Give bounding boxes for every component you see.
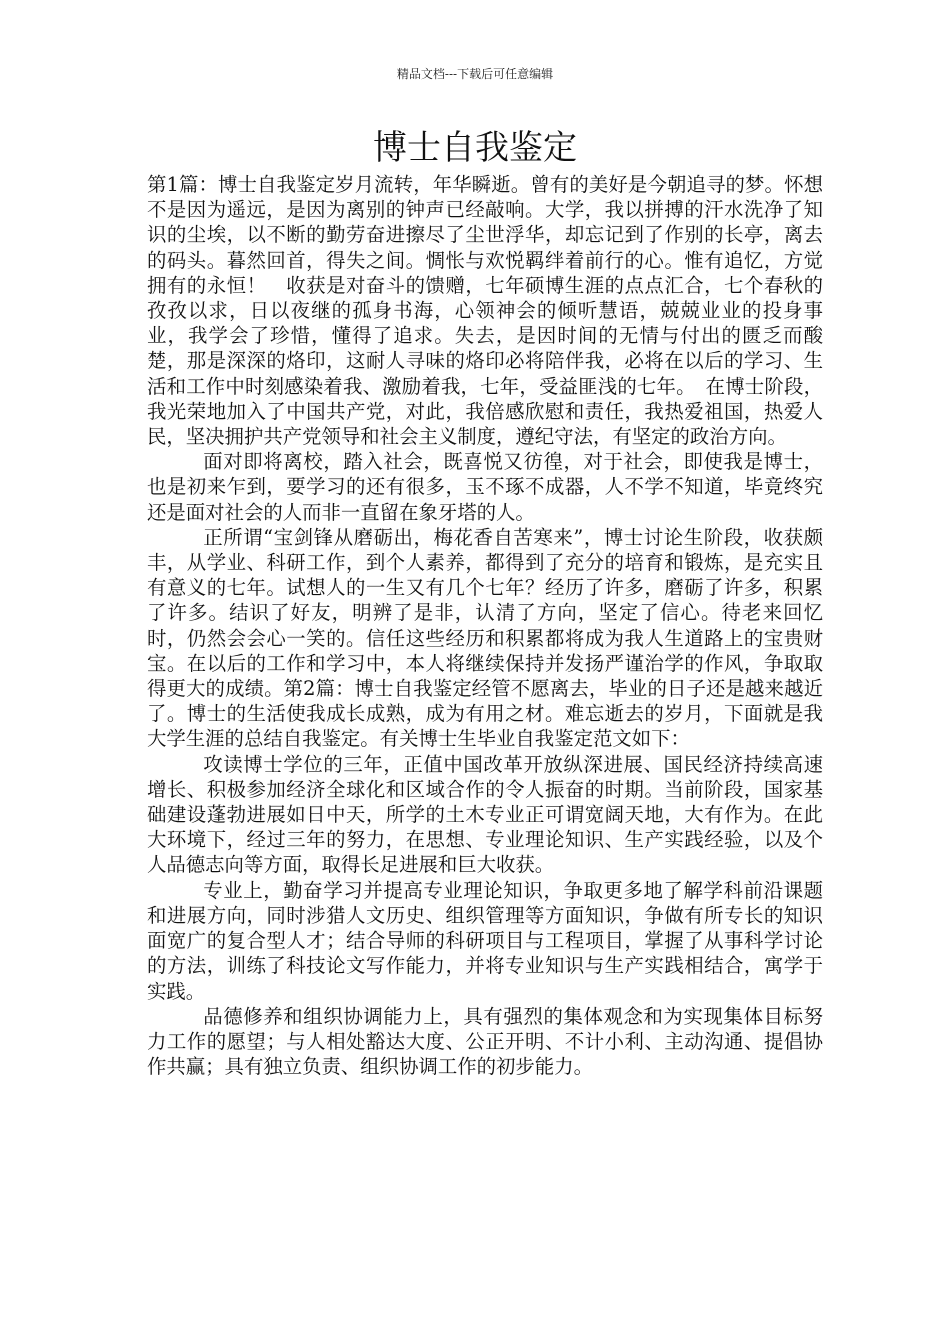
document-title: 博士自我鉴定 [373,128,577,168]
paragraph-1: 第1篇：博士自我鉴定岁月流转，年华瞬逝。曾有的美好是今朝追寻的梦。怀想不是因为遥远，是因为离别的钟声已经敲响。大学，我以拼搏的汗水洗净了知识的尘埃，以不断的勤劳奋进擦尽了尘世浮华，却忘记到了作别的长亭，离去的码头。暮然回首，得失之间。惆怅与欢悦羁绊着前行的心。惟有追忆，方觉拥有的永恒！ 收获是对奋斗的馈赠，七年硕博生涯的点点汇合，七个春秋的孜孜以求，日以夜继的孤身书海，心领神会的倾听慧语，兢兢业业的投身事业，我学会了珍惜，懂得了追求。失去，是因时间的无情与付出的匮乏而酸楚，那是深深的烙印，这耐人寻味的烙印必将陪伴我，必将在以后的学习、生活和工作中时刻感染着我、激励着我，七年，受益匪浅的七年。 在博士阶段，我光荣地加入了中国共产党，对此，我倍感欣慰和责任，我热爱祖国，热爱人民，坚决拥护共产党领导和社会主义制度，遵纪守法，有坚定的政治方向。 [147,173,823,449]
paragraph-2: 面对即将离校，踏入社会，既喜悦又彷徨，对于社会，即使我是博士，也是初来乍到，要学习的还有很多，玉不琢不成器，人不学不知道，毕竟终究还是面对社会的人而非一直留在象牙塔的人。 [147,450,823,524]
document-body [147,172,823,1079]
paragraph-5: 专业上，勤奋学习并提高专业理论知识，争取更多地了解学科前沿课题和进展方向，同时涉猎人文历史、组织管理等方面知识，争做有所专长的知识面宽广的复合型人才；结合导师的科研项目与工程项目，掌握了从事科学讨论的方法，训练了科技论文写作能力，并将专业知识与生产实践相结合，寓学于实践。 [147,878,823,1003]
page-header: 精品文档---下载后可任意编辑 [396,67,554,81]
paragraph-4: 攻读博士学位的三年，正值中国改革开放纵深进展、国民经济持续高速增长、积极参加经济全球化和区域合作的令人振奋的时期。当前阶段，国家基础建设蓬勃进展如日中天，所学的土木专业正可谓宽阔天地，大有作为。在此大环境下，经过三年的努力，在思想、专业理论知识、生产实践经验，以及个人品德志向等方面，取得长足进展和巨大收获。 [147,752,823,877]
paragraph-6: 品德修养和组织协调能力上，具有强烈的集体观念和为实现集体目标努力工作的愿望；与人相处豁达大度、公正开明、不计小利、主动沟通、提倡协作共赢；具有独立负责、组织协调工作的初步能力。 [147,1004,823,1079]
paragraph-3: 正所谓“宝剑锋从磨砺出，梅花香自苦寒来”，博士讨论生阶段，收获颇丰，从学业、科研工作，到个人素养，都得到了充分的培育和锻炼，是充实且有意义的七年。试想人的一生又有几个七年？经历了许多，磨砺了许多，积累了许多。结识了好友，明辨了是非，认清了方向，坚定了信心。待老来回忆时，仍然会会心一笑的。信任这些经历和积累都将成为我人生道路上的宝贵财宝。在以后的工作和学习中，本人将继续保持并发扬严谨治学的作风，争取取得更大的成绩。第2篇：博士自我鉴定经管不愿离去，毕业的日子还是越来越近了。博士的生活使我成长成熟，成为有用之材。难忘逝去的岁月，下面就是我大学生涯的总结自我鉴定。有关博士生毕业自我鉴定范文如下： [147,525,823,751]
